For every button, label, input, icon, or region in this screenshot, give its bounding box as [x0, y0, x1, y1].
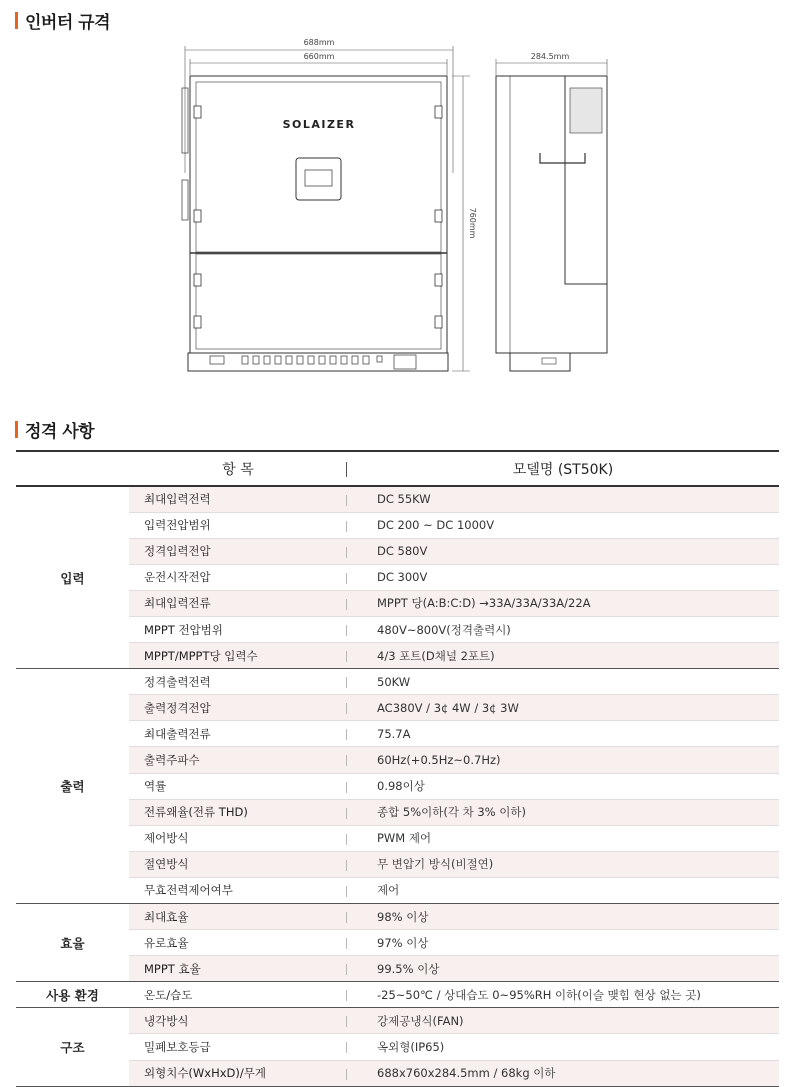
rating-spec-table	[16, 450, 779, 1087]
table-row	[16, 877, 779, 903]
table-row	[16, 747, 779, 773]
title-accent-bar	[15, 12, 18, 29]
value-cell: 0.98이상	[347, 773, 779, 799]
table-row	[16, 851, 779, 877]
item-cell: 최대효율	[129, 904, 347, 930]
dim-height: 760mm	[468, 207, 477, 239]
table-body	[16, 486, 779, 1086]
item-cell: 냉각방식	[129, 1008, 347, 1034]
brand-logo-text: SOLAIZER	[282, 118, 356, 131]
value-cell: 제어	[347, 877, 779, 903]
table-row	[16, 930, 779, 956]
table-row	[16, 643, 779, 669]
category-cell: 출력	[16, 669, 129, 904]
value-cell: 강제공냉식(FAN)	[347, 1008, 779, 1034]
inverter-drawing	[170, 28, 630, 380]
item-cell: 최대입력전류	[129, 590, 347, 616]
table-row	[16, 904, 779, 930]
header-category	[16, 451, 129, 486]
item-cell: 외형치수(WxHxD)/무게	[129, 1060, 347, 1086]
item-cell: MPPT/MPPT당 입력수	[129, 643, 347, 669]
value-cell: MPPT 당(A:B:C:D) →33A/33A/33A/22A	[347, 590, 779, 616]
table-row	[16, 538, 779, 564]
category-cell: 효율	[16, 904, 129, 982]
table-row	[16, 773, 779, 799]
item-cell: 입력전압범위	[129, 512, 347, 538]
table-row	[16, 825, 779, 851]
dim-outer-width: 688mm	[303, 38, 335, 47]
section-title-spec	[15, 8, 110, 33]
value-cell: DC 580V	[347, 538, 779, 564]
value-cell: 98% 이상	[347, 904, 779, 930]
table-row	[16, 1008, 779, 1034]
value-cell: 60Hz(+0.5Hz~0.7Hz)	[347, 747, 779, 773]
item-cell: 밀폐보호등급	[129, 1034, 347, 1060]
table-row	[16, 1034, 779, 1060]
header-separator	[346, 462, 347, 477]
dim-depth: 284.5mm	[530, 52, 570, 61]
item-cell: 최대입력전력	[129, 486, 347, 512]
value-cell: 50KW	[347, 669, 779, 695]
item-cell: 출력주파수	[129, 747, 347, 773]
side-view	[496, 76, 607, 371]
header-item	[129, 451, 347, 486]
inverter-drawing-svg	[170, 28, 630, 380]
item-cell: 정격입력전압	[129, 538, 347, 564]
item-cell: 전류왜율(전류 THD)	[129, 799, 347, 825]
item-cell: MPPT 전압범위	[129, 616, 347, 642]
title-accent-bar	[15, 421, 18, 438]
section-title-spec-text: 인버터 규격	[25, 13, 111, 33]
item-cell: 제어방식	[129, 825, 347, 851]
category-cell: 입력	[16, 486, 129, 669]
value-cell: 무 변압기 방식(비절연)	[347, 851, 779, 877]
value-cell: DC 300V	[347, 564, 779, 590]
item-cell: 정격출력전력	[129, 669, 347, 695]
value-cell: AC380V / 3¢ 4W / 3¢ 3W	[347, 695, 779, 721]
item-cell: 절연방식	[129, 851, 347, 877]
table-row	[16, 1060, 779, 1086]
value-cell: 75.7A	[347, 721, 779, 747]
value-cell: 옥외형(IP65)	[347, 1034, 779, 1060]
table-row	[16, 799, 779, 825]
item-cell: MPPT 효율	[129, 956, 347, 982]
item-cell: 무효전력제어여부	[129, 877, 347, 903]
table-row	[16, 695, 779, 721]
header-item-label: 항 목	[222, 461, 254, 478]
category-cell: 사용 환경	[16, 982, 129, 1008]
value-cell: 97% 이상	[347, 930, 779, 956]
value-cell: DC 200 ~ DC 1000V	[347, 512, 779, 538]
section-title-rating-text: 정격 사항	[25, 422, 95, 442]
item-cell: 운전시작전압	[129, 564, 347, 590]
item-cell: 최대출력전류	[129, 721, 347, 747]
value-cell: 99.5% 이상	[347, 956, 779, 982]
value-cell: 688x760x284.5mm / 68kg 이하	[347, 1060, 779, 1086]
item-cell: 유로효율	[129, 930, 347, 956]
table-row	[16, 956, 779, 982]
table-row	[16, 982, 779, 1008]
table-row	[16, 616, 779, 642]
table-row	[16, 590, 779, 616]
table-row	[16, 486, 779, 512]
value-cell: 480V~800V(정격출력시)	[347, 616, 779, 642]
value-cell: PWM 제어	[347, 825, 779, 851]
value-cell: 4/3 포트(D채널 2포트)	[347, 643, 779, 669]
table-row	[16, 721, 779, 747]
category-cell: 구조	[16, 1008, 129, 1086]
item-cell: 출력정격전압	[129, 695, 347, 721]
table-row	[16, 564, 779, 590]
table-row	[16, 512, 779, 538]
table-row	[16, 669, 779, 695]
header-model: 모델명 (ST50K)	[347, 451, 779, 486]
table-header-row	[16, 451, 779, 486]
item-cell: 역률	[129, 773, 347, 799]
value-cell: DC 55KW	[347, 486, 779, 512]
value-cell: -25~50℃ / 상대습도 0~95%RH 이하(이슬 맺힘 현상 없는 곳)	[347, 982, 779, 1008]
value-cell: 종합 5%이하(각 차 3% 이하)	[347, 799, 779, 825]
dim-inner-width: 660mm	[303, 52, 335, 61]
item-cell: 온도/습도	[129, 982, 347, 1008]
section-title-rating	[15, 417, 94, 442]
